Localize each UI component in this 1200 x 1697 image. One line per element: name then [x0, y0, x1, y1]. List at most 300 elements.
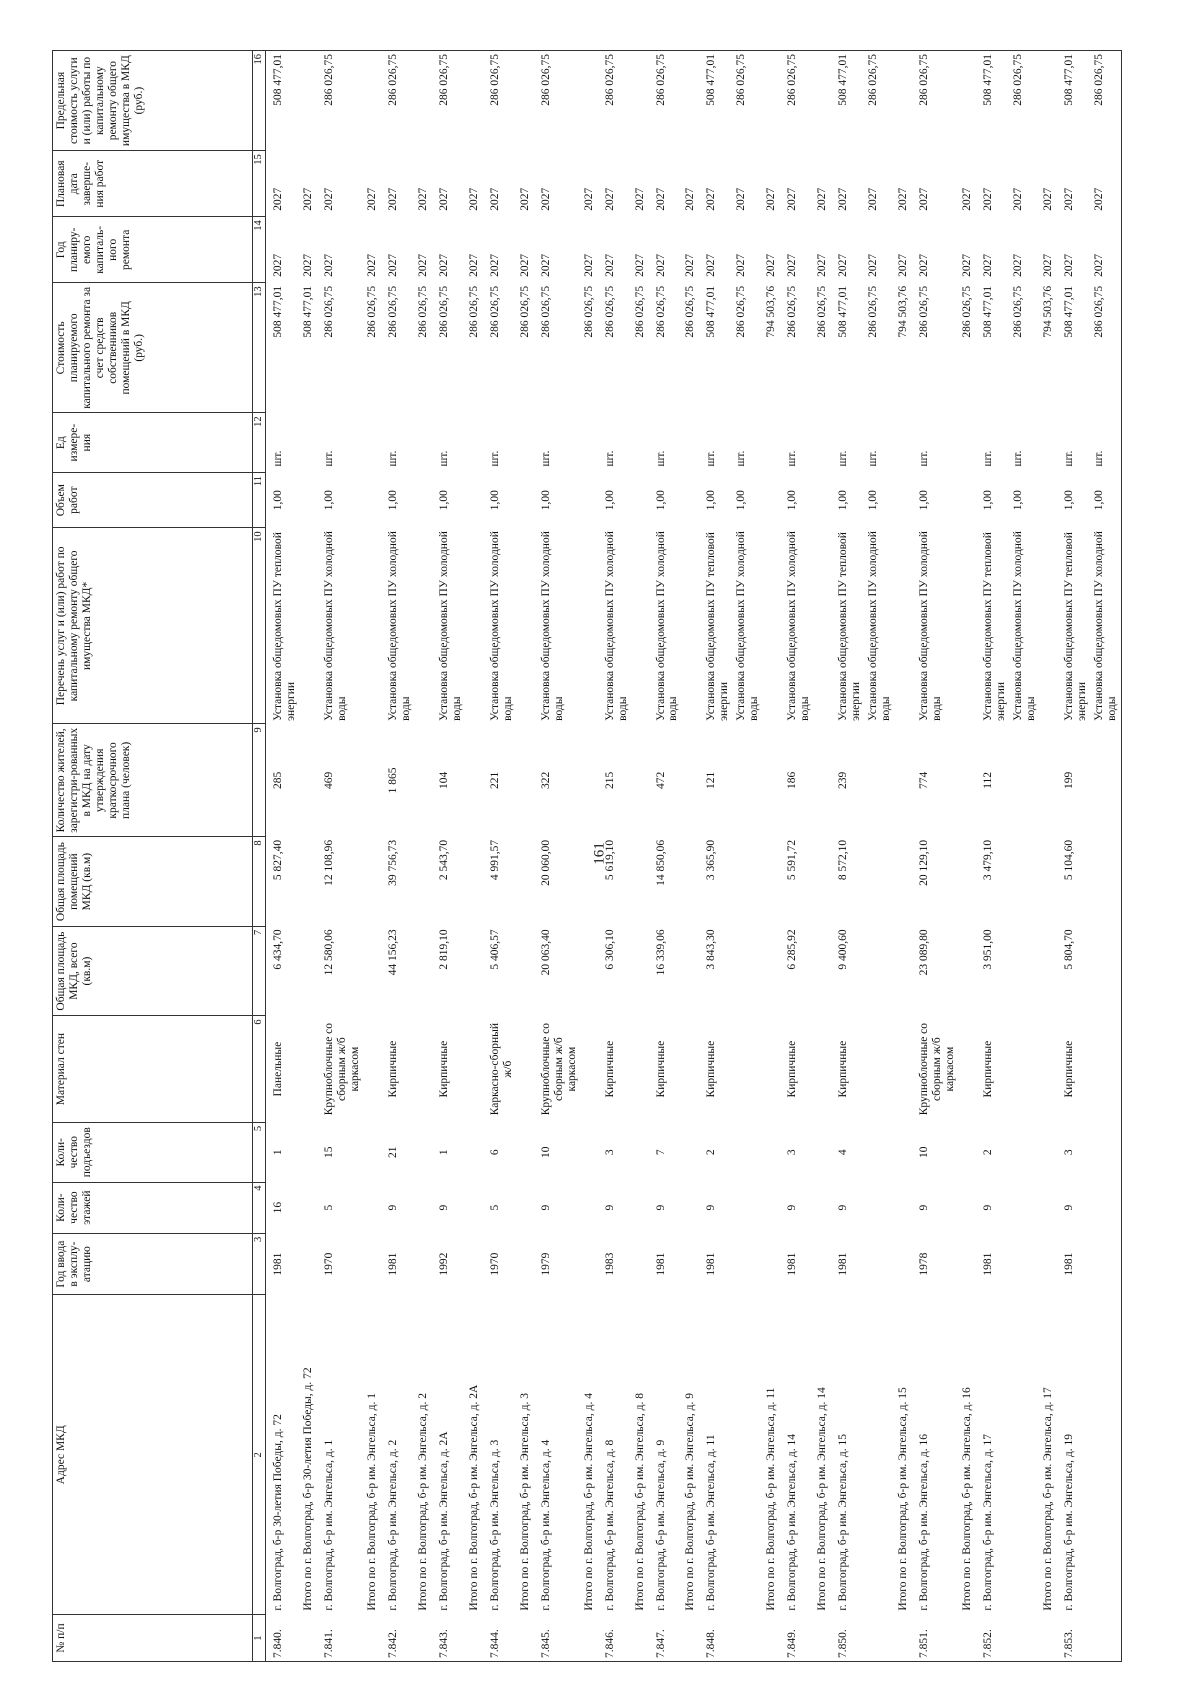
completion-year: 2027 [897, 187, 910, 211]
column-number: 5 [253, 1122, 266, 1182]
header-floors: Коли-чество этажей [53, 1182, 253, 1233]
max-cost: 286 026,75 [598, 51, 632, 151]
floors-count: 5 [322, 1204, 335, 1211]
total-area: 6 306,10 [603, 929, 616, 970]
planned-cost: 286 026,75 [918, 285, 931, 338]
header-address: Адрес МКД [53, 1295, 253, 1615]
building-address: г. Волгоград, б-р им. Энгельса, д. 11 [705, 1434, 718, 1611]
unit: шт. [837, 450, 850, 467]
wall-material: Крупноблочные со сборным ж/б каркасом [322, 1022, 361, 1116]
rotated-table-page [52, 50, 1164, 1662]
max-cost: 508 477,01 [831, 51, 865, 151]
entrances-count: 7 [654, 1149, 667, 1156]
max-cost: 286 026,75 [483, 51, 517, 151]
header-premises-area: Общая площадь помещений МКД (кв.м) [53, 837, 253, 927]
wall-material: Кирпичные [654, 1040, 667, 1098]
row-number: 7.851. [912, 1615, 959, 1662]
total-area: 5 804,70 [1063, 929, 1076, 970]
residents-count: 239 [837, 771, 850, 789]
planned-cost: 286 026,75 [386, 285, 399, 338]
commission-year: 1981 [271, 1252, 284, 1276]
entrances-count: 2 [705, 1149, 718, 1156]
unit: шт. [271, 450, 284, 467]
floors-count: 9 [1063, 1204, 1076, 1211]
repair-year: 2027 [982, 253, 995, 277]
planned-cost: 286 026,75 [437, 285, 450, 338]
column-number: 14 [253, 217, 266, 283]
work-volume: 1,00 [735, 490, 748, 511]
completion-year: 2027 [1012, 187, 1025, 211]
total-label: Итого по г. Волгоград, б-р им. Энгельса, д. 3 [518, 1392, 531, 1611]
row-number: 7.849. [780, 1615, 814, 1662]
premises-area: 5 827,40 [271, 839, 284, 881]
total-label: Итого по г. Волгоград, б-р им. Энгельса, д. 2А [467, 1384, 480, 1611]
column-number: 7 [253, 926, 266, 1016]
total-area: 12 580,06 [322, 929, 335, 976]
commission-year: 1979 [539, 1252, 552, 1276]
total-label: Итого по г. Волгоград, б-р им. Энгельса, д. 17 [1042, 1387, 1055, 1611]
total-cost: 286 026,75 [684, 285, 697, 338]
work-description: Установка общедомовых ПУ холодной воды [1091, 528, 1121, 724]
completion-year: 2027 [488, 187, 501, 211]
repair-year: 2027 [897, 253, 910, 277]
entrances-count: 2 [982, 1149, 995, 1156]
completion-year: 2027 [961, 187, 974, 211]
entrances-count: 21 [386, 1146, 399, 1158]
entrances-count: 3 [603, 1149, 616, 1156]
column-number: 3 [253, 1233, 266, 1295]
additional-work-row [865, 51, 895, 1662]
total-row [1040, 51, 1057, 1662]
repair-year: 2027 [386, 253, 399, 277]
header-wall-material: Материал стен [53, 1016, 253, 1123]
completion-year: 2027 [786, 187, 799, 211]
repair-year: 2027 [735, 253, 748, 277]
premises-area: 3 365,90 [705, 839, 718, 881]
column-number: 13 [253, 283, 266, 413]
header-max-cost: Предельная стоимость услуги и (или) работы по капитальному ремонту общего имущества в МКД (руб.) [53, 51, 253, 151]
commission-year: 1981 [837, 1252, 850, 1276]
header-unit: Ед измере-ния [53, 413, 253, 473]
entrances-count: 15 [322, 1146, 335, 1158]
total-cost: 286 026,75 [582, 285, 595, 338]
work-volume: 1,00 [271, 490, 284, 511]
repair-year: 2027 [488, 253, 501, 277]
additional-work-row [1010, 51, 1040, 1662]
unit: шт. [918, 450, 931, 467]
work-description: Установка общедомовых ПУ холодной воды [539, 531, 565, 721]
total-row [814, 51, 831, 1662]
work-volume: 1,00 [982, 490, 995, 511]
total-area: 16 339,06 [654, 929, 667, 976]
completion-year: 2027 [982, 187, 995, 211]
completion-year: 2027 [705, 187, 718, 211]
completion-year: 2027 [301, 187, 314, 211]
max-cost: 286 026,75 [381, 51, 415, 151]
entrances-count: 6 [488, 1149, 501, 1156]
total-cost: 286 026,75 [467, 285, 480, 338]
work-description: Установка общедомовых ПУ холодной воды [918, 531, 944, 721]
work-description: Установка общедомовых ПУ холодной воды [654, 531, 680, 721]
total-label: Итого по г. Волгоград, б-р им. Энгельса, д. 15 [897, 1387, 910, 1611]
premises-area: 4 991,57 [488, 839, 501, 881]
total-label: Итого по г. Волгоград, б-р им. Энгельса, д. 14 [816, 1387, 829, 1611]
planned-cost: 286 026,75 [735, 285, 748, 338]
residents-count: 186 [786, 771, 799, 789]
building-address: г. Волгоград, б-р им. Энгельса, д. 2 [386, 1439, 399, 1611]
total-area: 3 843,30 [705, 929, 718, 970]
wall-material: Панельные [271, 1041, 284, 1097]
floors-count: 9 [603, 1204, 616, 1211]
total-cost: 286 026,75 [816, 285, 829, 338]
unit: шт. [786, 450, 799, 467]
header-total-area: Общая площадь МКД, всего (кв.м) [53, 926, 253, 1016]
wall-material: Каркасно-сборный ж/б [488, 1022, 514, 1116]
max-cost: 508 477,01 [699, 51, 733, 151]
work-description: Установка общедомовых ПУ холодной воды [867, 531, 893, 721]
planned-cost: 508 477,01 [837, 285, 850, 338]
planned-cost: 286 026,75 [322, 285, 335, 338]
floors-count: 9 [705, 1204, 718, 1211]
additional-work-row [1091, 51, 1121, 1662]
repair-year: 2027 [365, 253, 378, 277]
row-number: 7.842. [381, 1615, 415, 1662]
total-row [300, 51, 317, 1662]
wall-material: Крупноблочные со сборным ж/б каркасом [539, 1022, 578, 1116]
wall-material: Кирпичные [386, 1040, 399, 1098]
max-cost: 286 026,75 [432, 51, 466, 151]
floors-count: 16 [271, 1201, 284, 1214]
row-number: 7.843. [432, 1615, 466, 1662]
work-description: Установка общедомовых ПУ холодной воды [1012, 531, 1038, 721]
building-address: г. Волгоград, б-р им. Энгельса, д. 9 [654, 1439, 667, 1611]
header-works-list: Перечень услуг и (или) работ по капитальному ремонту общего имущества МКД* [53, 528, 253, 724]
commission-year: 1981 [1063, 1252, 1076, 1276]
completion-year: 2027 [816, 187, 829, 211]
premises-area: 3 479,10 [982, 839, 995, 881]
total-area: 20 063,40 [539, 929, 552, 976]
max-cost: 508 477,01 [976, 51, 1010, 151]
completion-year: 2027 [837, 187, 850, 211]
repair-year: 2027 [582, 253, 595, 277]
total-row [959, 51, 976, 1662]
completion-year: 2027 [467, 187, 480, 211]
work-volume: 1,00 [705, 490, 718, 511]
work-volume: 1,00 [488, 490, 501, 511]
completion-year: 2027 [1063, 187, 1076, 211]
unit: шт. [437, 450, 450, 467]
total-row [581, 51, 598, 1662]
total-cost: 794 503,76 [897, 285, 910, 338]
work-volume: 1,00 [322, 490, 335, 511]
work-volume: 1,00 [386, 490, 399, 511]
unit: шт. [654, 450, 667, 467]
repair-year: 2027 [654, 253, 667, 277]
header-work-volume: Объем работ [53, 472, 253, 527]
premises-area: 20 060,00 [539, 839, 552, 886]
max-cost: 286 026,75 [912, 51, 959, 151]
planned-cost: 508 477,01 [705, 285, 718, 338]
wall-material: Кирпичные [786, 1040, 799, 1098]
planned-cost: 286 026,75 [786, 285, 799, 338]
unit: шт. [1012, 450, 1025, 467]
table-row [699, 51, 733, 1662]
work-volume: 1,00 [1091, 472, 1121, 527]
premises-area: 2 543,70 [437, 839, 450, 881]
total-row [415, 51, 432, 1662]
total-cost: 794 503,76 [765, 285, 778, 338]
unit: шт. [867, 450, 880, 467]
column-number: 11 [253, 472, 266, 527]
building-address: г. Волгоград, б-р 30-летия Победы, д. 72 [271, 1414, 284, 1611]
entrances-count: 1 [437, 1149, 450, 1156]
repair-year: 2027 [467, 253, 480, 277]
wall-material: Кирпичные [982, 1040, 995, 1098]
building-address: г. Волгоград, б-р им. Энгельса, д. 17 [982, 1434, 995, 1611]
wall-material: Кирпичные [603, 1040, 616, 1098]
repair-year: 2027 [961, 253, 974, 277]
row-number: 7.840. [265, 1615, 299, 1662]
residents-count: 472 [654, 771, 667, 789]
header-entrances: Коли-чество подъездов [53, 1122, 253, 1182]
residents-count: 215 [603, 771, 616, 789]
premises-area: 20 129,10 [918, 839, 931, 886]
commission-year: 1992 [437, 1252, 450, 1276]
floors-count: 9 [654, 1204, 667, 1211]
work-volume: 1,00 [603, 490, 616, 511]
repair-year: 2027 [301, 253, 314, 277]
column-number: 16 [253, 51, 266, 151]
repair-year: 2027 [633, 253, 646, 277]
total-label: Итого по г. Волгоград, б-р им. Энгельса, д. 4 [582, 1392, 595, 1611]
repair-year: 2027 [1063, 253, 1076, 277]
unit: шт. [735, 450, 748, 467]
floors-count: 9 [918, 1204, 931, 1211]
table-row [317, 51, 364, 1662]
work-volume: 1,00 [867, 490, 880, 511]
header-planned-cost: Стоимость планируемого капитального ремонта за счет средств собственников помещений в МКД (руб.) [53, 283, 253, 413]
repair-year: 2027 [322, 253, 335, 277]
floors-count: 9 [786, 1204, 799, 1211]
work-volume: 1,00 [837, 490, 850, 511]
floors-count: 5 [488, 1204, 501, 1211]
completion-year: 2027 [735, 187, 748, 211]
total-area: 6 434,70 [271, 929, 284, 970]
planned-cost: 286 026,75 [654, 285, 667, 338]
residents-count: 121 [705, 771, 718, 789]
max-cost: 286 026,75 [733, 51, 763, 151]
wall-material: Кирпичные [837, 1040, 850, 1098]
completion-year: 2027 [437, 187, 450, 211]
unit: шт. [488, 450, 501, 467]
unit: шт. [539, 450, 552, 467]
repair-year: 2027 [837, 253, 850, 277]
total-label: Итого по г. Волгоград, б-р 30-летия Победы, д. 72 [301, 1367, 314, 1611]
repair-year: 2027 [684, 253, 697, 277]
commission-year: 1981 [982, 1252, 995, 1276]
completion-year: 2027 [1042, 187, 1055, 211]
building-address: г. Волгоград, б-р им. Энгельса, д. 1 [322, 1439, 335, 1611]
work-description: Установка общедомовых ПУ холодной воды [437, 531, 463, 721]
premises-area: 12 108,96 [322, 839, 335, 886]
planned-cost: 286 026,75 [1012, 285, 1025, 338]
entrances-count: 4 [837, 1149, 850, 1156]
total-label: Итого по г. Волгоград, б-р им. Энгельса, д. 2 [416, 1392, 429, 1611]
completion-year: 2027 [684, 187, 697, 211]
total-area: 23 089,80 [918, 929, 931, 976]
max-cost: 286 026,75 [534, 51, 581, 151]
repair-year: 2027 [518, 253, 531, 277]
table-row [534, 51, 581, 1662]
table-row [780, 51, 814, 1662]
completion-year: 2027 [386, 187, 399, 211]
residents-count: 322 [539, 771, 552, 789]
work-volume: 1,00 [437, 490, 450, 511]
building-address: г. Волгоград, б-р им. Энгельса, д. 16 [918, 1434, 931, 1611]
max-cost: 508 477,01 [1057, 51, 1091, 151]
column-number: 2 [253, 1295, 266, 1615]
repair-year: 2027 [416, 253, 429, 277]
total-label: Итого по г. Волгоград, б-р им. Энгельса, д. 1 [365, 1392, 378, 1611]
residents-count: 285 [271, 771, 284, 789]
unit: шт. [603, 450, 616, 467]
total-area: 5 406,57 [488, 929, 501, 970]
work-description: Установка общедомовых ПУ холодной воды [735, 531, 761, 721]
total-row [763, 51, 780, 1662]
entrances-count: 10 [539, 1146, 552, 1158]
premises-area: 5 619,10 [603, 839, 616, 881]
wall-material: Кирпичные [1063, 1040, 1076, 1098]
row-number: 7.850. [831, 1615, 865, 1662]
planned-cost: 286 026,75 [539, 285, 552, 338]
floors-count: 9 [386, 1204, 399, 1211]
premises-area: 5 591,72 [786, 839, 799, 881]
header-repair-year: Год планиру-емого капиталь-ного ремонта [53, 217, 253, 283]
completion-year: 2027 [603, 187, 616, 211]
repair-year: 2027 [867, 253, 880, 277]
work-description: Установка общедомовых ПУ холодной воды [322, 531, 348, 721]
header-residents: Количество жителей, зарегистри-рованных в МКД на дату утверждения краткосрочного плана (человек) [53, 724, 253, 837]
repair-year: 2027 [437, 253, 450, 277]
work-volume: 1,00 [539, 490, 552, 511]
planned-cost: 508 477,01 [982, 285, 995, 338]
completion-year: 2027 [633, 187, 646, 211]
max-cost: 286 026,75 [780, 51, 814, 151]
max-cost: 286 026,75 [1091, 51, 1121, 151]
work-volume: 1,00 [786, 490, 799, 511]
unit: шт. [322, 450, 335, 467]
unit: шт. [1091, 413, 1121, 473]
total-row [632, 51, 649, 1662]
entrances-count: 3 [1063, 1149, 1076, 1156]
row-number: 7.848. [699, 1615, 733, 1662]
repair-year: 2027 [539, 253, 552, 277]
table-row [265, 51, 299, 1662]
table-header [53, 51, 266, 1662]
entrances-count: 1 [271, 1149, 284, 1156]
header-row-number: № п/п [53, 1615, 253, 1662]
completion-year: 2027 [322, 187, 335, 211]
repair-year: 2027 [918, 253, 931, 277]
floors-count: 9 [837, 1204, 850, 1211]
commission-year: 1978 [918, 1252, 931, 1276]
building-address: г. Волгоград, б-р им. Энгельса, д. 14 [786, 1434, 799, 1611]
premises-area: 8 572,10 [837, 839, 850, 881]
total-area: 3 951,00 [982, 929, 995, 970]
total-area: 2 819,10 [437, 929, 450, 970]
total-cost: 286 026,75 [518, 285, 531, 338]
premises-area: 39 756,73 [386, 839, 399, 886]
total-label: Итого по г. Волгоград, б-р им. Энгельса, д. 8 [633, 1392, 646, 1611]
work-description: Установка общедомовых ПУ холодной воды [786, 531, 812, 721]
commission-year: 1981 [705, 1252, 718, 1276]
column-number: 15 [253, 151, 266, 217]
planned-cost: 286 026,75 [1091, 283, 1121, 413]
total-row [466, 51, 483, 1662]
table-body [265, 51, 1121, 1662]
unit: шт. [705, 450, 718, 467]
total-cost: 508 477,01 [301, 285, 314, 338]
unit: шт. [1063, 450, 1076, 467]
commission-year: 1970 [488, 1252, 501, 1276]
max-cost: 286 026,75 [865, 51, 895, 151]
row-number: 7.853. [1057, 1615, 1091, 1662]
premises-area: 5 104,60 [1063, 839, 1076, 881]
table-row [483, 51, 517, 1662]
work-volume: 1,00 [654, 490, 667, 511]
building-address: г. Волгоград, б-р им. Энгельса, д. 3 [488, 1439, 501, 1611]
completion-year: 2027 [539, 187, 552, 211]
table-row [912, 51, 959, 1662]
total-label: Итого по г. Волгоград, б-р им. Энгельса, д. 9 [684, 1392, 697, 1611]
table-row [649, 51, 683, 1662]
work-description: Установка общедомовых ПУ тепловой энергии [837, 532, 863, 721]
planned-cost: 508 477,01 [271, 285, 284, 338]
column-number: 9 [253, 724, 266, 837]
building-address: г. Волгоград, б-р им. Энгельса, д. 19 [1063, 1434, 1076, 1611]
repair-year: 2027 [765, 253, 778, 277]
row-number: 7.847. [649, 1615, 683, 1662]
total-cost: 286 026,75 [633, 285, 646, 338]
commission-year: 1981 [654, 1252, 667, 1276]
planned-cost: 286 026,75 [603, 285, 616, 338]
header-commission-year: Год ввода в эксплу-атацию [53, 1233, 253, 1295]
completion-year: 2027 [918, 187, 931, 211]
table-row [381, 51, 415, 1662]
residents-count: 1 865 [386, 767, 399, 794]
table-row [1057, 51, 1091, 1662]
work-volume: 1,00 [918, 490, 931, 511]
floors-count: 9 [982, 1204, 995, 1211]
completion-year: 2027 [518, 187, 531, 211]
row-number: 7.846. [598, 1615, 632, 1662]
completion-year: 2027 [416, 187, 429, 211]
completion-year: 2027 [1091, 151, 1121, 217]
completion-year: 2027 [582, 187, 595, 211]
total-cost: 794 503,76 [1042, 285, 1055, 338]
completion-year: 2027 [271, 187, 284, 211]
total-row [895, 51, 912, 1662]
work-description: Установка общедомовых ПУ тепловой энергии [271, 532, 297, 721]
repair-year: 2027 [1042, 253, 1055, 277]
row-number: 7.852. [976, 1615, 1010, 1662]
max-cost: 286 026,75 [1010, 51, 1040, 151]
planned-cost: 508 477,01 [1063, 285, 1076, 338]
unit: шт. [386, 450, 399, 467]
completion-year: 2027 [365, 187, 378, 211]
total-label: Итого по г. Волгоград, б-р им. Энгельса, д. 16 [961, 1387, 974, 1611]
unit: шт. [982, 450, 995, 467]
